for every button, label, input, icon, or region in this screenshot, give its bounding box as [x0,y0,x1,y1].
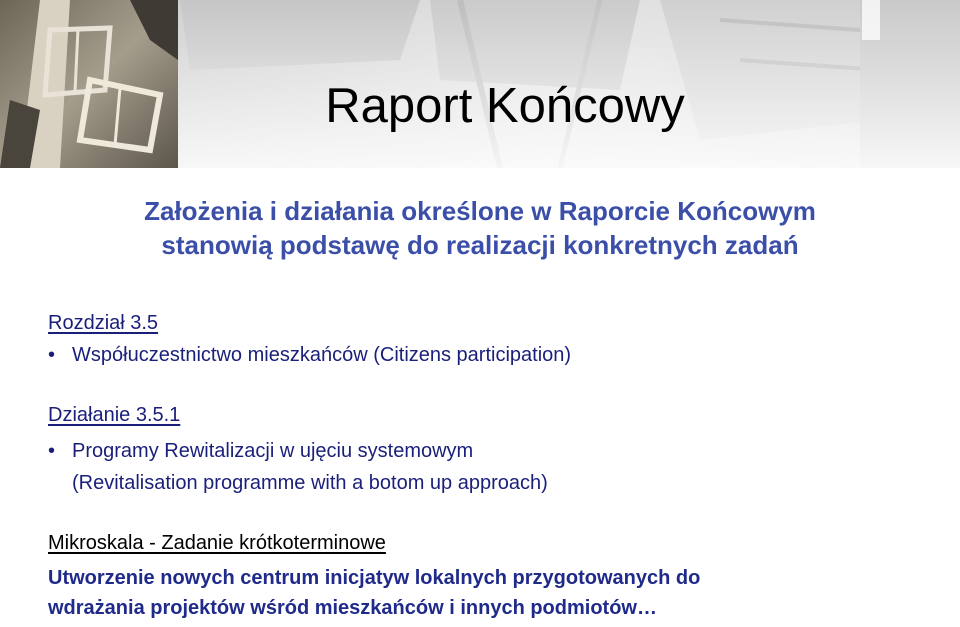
intro-line-2: stanowią podstawę do realizacji konkretnych zadań [161,230,799,260]
action-label: Działanie 3.5.1 [48,404,181,426]
micro-text-line-2: wdrażania projektów wśród mieszkańców i innych podmiotów… [48,597,657,619]
action-bullet [48,435,548,499]
chapter-bullet [48,339,571,371]
micro-label: Mikroskala - Zadanie krótkoterminowe [48,532,386,554]
action-bullet-line-2: (Revitalisation programme with a botom up approach) [72,472,548,494]
action-bullet-line-1: Programy Rewitalizacji w ujęciu systemowym [72,440,474,462]
slide-title: Raport Końcowy [325,79,685,133]
micro-text-line-1: Utworzenie nowych centrum inicjatyw lokalnych przygotowanych do [48,567,701,589]
chapter-label: Rozdział 3.5 [48,312,159,334]
micro-text [48,563,948,623]
chapter-bullet-text: Współuczestnictwo mieszkańców (Citizens participation) [72,344,572,366]
bullet-glyph: • [48,440,56,462]
intro-text [0,194,960,262]
intro-line-1: Założenia i działania określone w Raporcie Końcowym [144,196,816,226]
bullet-glyph: • [48,344,56,366]
